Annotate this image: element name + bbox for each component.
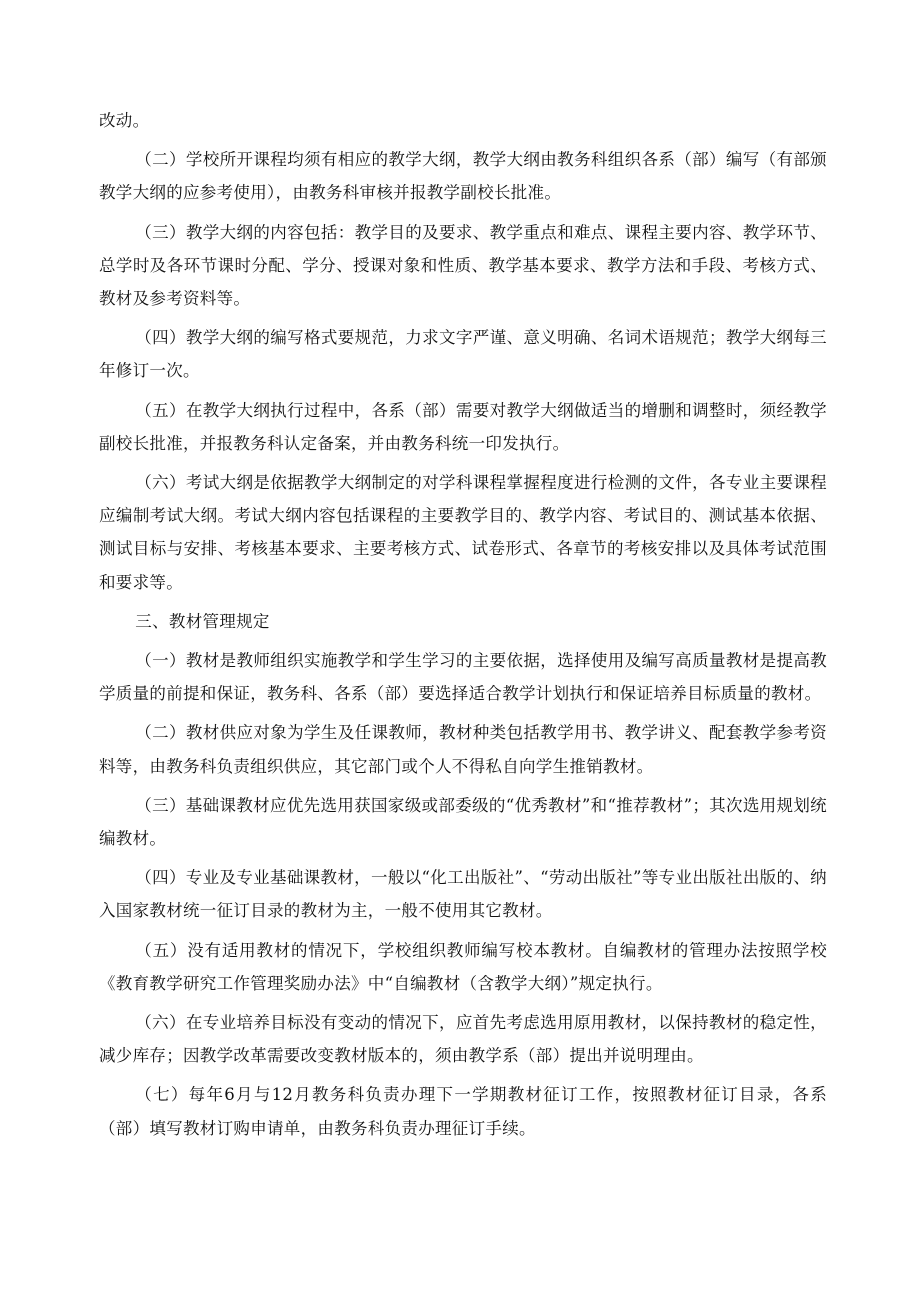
paragraph-textbook-5: （五）没有适用教材的情况下，学校组织教师编写校本教材。自编教材的管理办法按照学校《教育教学研究工作管理奖励办法》中“自编教材（含教学大纲）”规定执行。	[99, 940, 827, 993]
paragraph-textbook-3: （三）基础课教材应优先选用获国家级或部委级的“优秀教材”和“推荐教材”；其次选用规划统编教材。	[99, 795, 827, 849]
paragraph-syllabus-5: （五）在教学大纲执行过程中，各系（部）需要对教学大纲做适当的增删和调整时，须经教学副校长批准，并报教务科认定备案，并由教务科统一印发执行。	[99, 400, 827, 453]
paragraph-textbook-1: （一）教材是教师组织实施教学和学生学习的主要依据，选择使用及编写高质量教材是提高教学质量的前提和保证，教务科、各系（部）要选择适合教学计划执行和保证培养目标质量的教材。	[99, 651, 827, 704]
paragraph-textbook-7: （七）每年6月与12月教务科负责办理下一学期教材征订工作，按照教材征订目录，各系（部）填写教材订购申请单，由教务科负责办理征订手续。	[99, 1085, 827, 1138]
paragraph-textbook-2: （二）教材供应对象为学生及任课教师，教材种类包括教学用书、教学讲义、配套教学参考资料等，由教务科负责组织供应，其它部门或个人不得私自向学生推销教材。	[99, 723, 827, 776]
section-heading-textbook: 三、教材管理规定	[135, 611, 270, 631]
paragraph-textbook-4: （四）专业及专业基础课教材，一般以“化工出版社”、“劳动出版社”等专业出版社出版的、纳入国家教材统一征订目录的教材为主，一般不使用其它教材。	[99, 868, 827, 921]
paragraph-syllabus-2: （二）学校所开课程均须有相应的教学大纲，教学大纲由教务科组织各系（部）编写（有部颁教学大纲的应参考使用），由教务科审核并报教学副校长批准。	[99, 150, 827, 203]
paragraph-syllabus-6: （六）考试大纲是依据教学大纲制定的对学科课程掌握程度进行检测的文件，各专业主要课程应编制考试大纲。考试大纲内容包括课程的主要教学目的、教学内容、考试目的、测试基本依据、测试目标与安排、考核基本要求、主要考核方式、试卷形式、各章节的考核安排以及具体考试范围和要求等。	[99, 473, 827, 592]
paragraph-textbook-6: （六）在专业培养目标没有变动的情况下，应首先考虑选用原用教材，以保持教材的稳定性，减少库存；因教学改革需要改变教材版本的，须由教学系（部）提出并说明理由。	[99, 1013, 827, 1066]
paragraph-syllabus-3: （三）教学大纲的内容包括：教学目的及要求、教学重点和难点、课程主要内容、教学环节、总学时及各环节课时分配、学分、授课对象和性质、教学基本要求、教学方法和手段、考核方式、教材及参考资料等。	[99, 222, 827, 309]
paragraph-syllabus-4: （四）教学大纲的编写格式要规范，力求文字严谨、意义明确、名词术语规范；教学大纲每三年修订一次。	[99, 328, 827, 381]
paragraph-continuation: 改动。	[99, 111, 150, 130]
